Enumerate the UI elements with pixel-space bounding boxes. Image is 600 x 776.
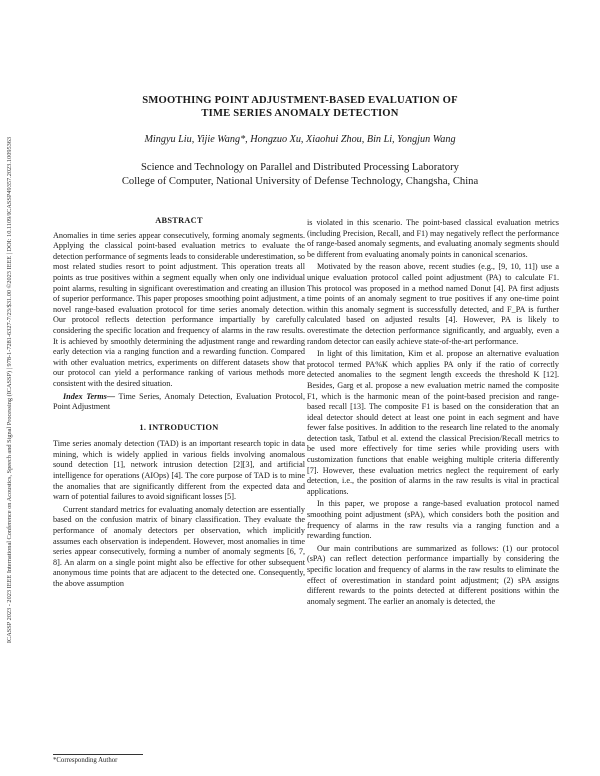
doi-sidebar	[4, 70, 20, 710]
index-terms-label: Index Terms—	[63, 391, 116, 401]
right-column	[307, 218, 559, 609]
introduction-heading: 1. INTRODUCTION	[139, 422, 219, 432]
abstract-heading: ABSTRACT	[155, 216, 203, 225]
right-paragraph-4: In this paper, we propose a range-based evaluation protocol named smoothing point adjustment (sPA), which considers both the position and frequency of alarms in the raw results via a ranging function and a rewarding function.	[307, 499, 559, 541]
abstract-text: Anomalies in time series appear consecutively, forming anomaly segments. Applying the classical point-based evaluation metrics to evaluate the detection performance of segments leads to considerable underestimation, so most related studies resort to point adjustment. This operation treats all points as true positives within a segment equally when only one individual point alarms, resulting in significant overestimation and creating an illusion of superior performance. This paper proposes smoothing point adjustment, a novel range-based evaluation protocol for time series anomaly detection. Our protocol reflects detection performance impartially by carefully considering the specific location and frequency of alarms in the raw results. It is achieved by smoothly determining the adjustment range and rewarding early detection via a ranging function and a rewarding function. Compared with other evaluation metrics, experiments on different datasets show that our protocol can yield a performance ranking of various methods more consistent with the desired situation.	[53, 230, 305, 388]
right-paragraph-2: Motivated by the reason above, recent studies (e.g., [9, 10, 11]) use a unique evaluation protocol called point adjustment (PA) to calculate F1. This protocol was proposed in a method named Donut [4]. PA first adjusts time points of an anomaly segment to true positives if any one-time point within this anomaly segment is successfully detected, and F_PA is further calculated based on adjusted results [4]. However, PA is likely to overestimate the detection performance significantly, and arguably, even a random detector can easily achieve state-of-the-art performance.	[307, 262, 559, 346]
right-paragraph-5: Our main contributions are summarized as follows: (1) our protocol (sPA) can reflect detection performance impartially by considering the specific location and frequency of alarms in the raw results to eliminate the effect of overestimation in standard point adjustment; (2) sPA assigns different rewards to the points detected at different positions within the anomaly segment. The earlier an anomaly is detected, the	[307, 543, 559, 606]
title-line-1: SMOOTHING POINT ADJUSTMENT-BASED EVALUATION OF	[142, 95, 458, 106]
index-terms-text: Time Series, Anomaly Detection, Evaluation Protocol, Point Adjustment	[53, 391, 305, 412]
footnote	[53, 754, 305, 764]
affiliation	[40, 161, 560, 189]
title-line-2: TIME SERIES ANOMALY DETECTION	[201, 108, 399, 119]
footnote-text: *Corresponding Author	[53, 757, 118, 764]
intro-paragraph-2: Current standard metrics for evaluating anomaly detection are essentially based on the confusion matrix of binary classification. They evaluate the performance of anomaly detectors per observation, which implicitly assumes each observation is independent. However, most anomalies in time series appear consecutively, forming a number of anomaly segments [6, 7, 8]. An alarm on a single point might also be effective for other subsequent anonymous time points that are adjacent to the detected one. Consequently, the above assumption	[53, 504, 305, 588]
intro-paragraph-1: Time series anomaly detection (TAD) is an important research topic in data mining, which is widely applied in various fields involving anomalous sound detection [1], network intrusion detection [2][3], and artificial intelligence for operations (AIOps) [4]. The core purpose of TAD is to mine the anomalies that are significantly different from the expected data and warn of potential failures to avoid significant losses [5].	[53, 439, 305, 502]
index-terms	[53, 392, 305, 413]
author-list: Mingyu Liu, Yijie Wang*, Hongzuo Xu, Xiaohui Zhou, Bin Li, Yongjun Wang	[144, 134, 456, 145]
paper-title	[60, 94, 540, 120]
footnote-rule	[53, 754, 143, 755]
left-column	[53, 214, 305, 592]
right-paragraph-1: is violated in this scenario. The point-based classical evaluation metrics (including Precision, Recall, and F1) may negatively reflect the performance of range-based anomaly segments, and evaluating anomaly segments should be different from evaluating anomaly points in canonical scenarios.	[307, 218, 559, 259]
doi-sidebar-text: ICASSP 2023 - 2023 IEEE International Conference on Acoustics, Speech and Signal Processing (ICASSP) | 978-1-7281-6327-7/23/$31.00 ©2023 IEEE | DOI: 10.1109/ICASSP49357.2023.10095363	[6, 136, 13, 644]
affiliation-line-1: Science and Technology on Parallel and Distributed Processing Laboratory	[141, 162, 459, 173]
right-paragraph-3: In light of this limitation, Kim et al. propose an alternative evaluation protocol termed PA%K which applies PA only if the ratio of correctly detected anomalies to the segment length exceeds the threshold K [12]. Besides, Garg et al. propose a new evaluation metric named the composite F1, which is the harmonic mean of the point-based precision and range-based recall [13]. The composite F1 is based on the consideration that an ideal detector should detect at least one point in each segment and have fewer false positives. In addition to the research line related to the anomaly detection task, Tatbul et al. extend the classical Precision/Recall metrics to be used more effectively for time series while providing users with customization functions that enable weighing multiple criteria differently [7]. However, these evaluation metrics neglect the requirement of early detection, i.e., the position of alarms in the raw results is vital in practical applications.	[307, 349, 559, 496]
affiliation-line-2: College of Computer, National University of Defense Technology, Changsha, China	[121, 176, 479, 187]
